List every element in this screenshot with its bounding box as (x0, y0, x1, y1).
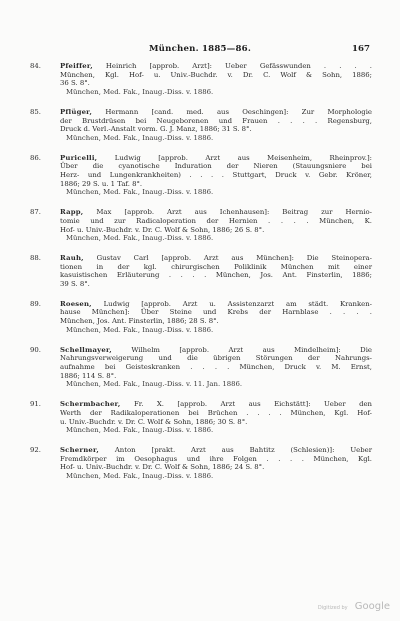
entry-line: Fremdkörper im Oesophagus und ihre Folgen . . . . München, Kgl. (60, 454, 372, 463)
entry-number: 89. (30, 299, 41, 308)
faculty-note: München, Med. Fak., Inaug.-Diss. v. 1886. (66, 88, 214, 97)
author-name: Puricelli, (60, 153, 98, 162)
page-number: 167 (352, 44, 370, 54)
entry-line: München, Jos. Ant. Finsterlin, 1886; 28 S. 8°. (60, 317, 219, 326)
watermark-brand: Google (354, 601, 390, 612)
entry-line: München, Kgl. Hof- u. Univ.-Buchdr. v. Dr. C. Wolf & Sohn, 1886; (60, 70, 372, 79)
entry-line: Hof- u. Univ.-Buchdr. v. Dr. C. Wolf & Sohn, 1886; 26 S. 8°. (60, 225, 265, 234)
bibliography-entry (30, 299, 372, 335)
entry-line: kasuistischen Erläuterung . . . . München, Jos. Ant. Finsterlin, 1886; (60, 271, 372, 280)
entry-number: 90. (30, 345, 41, 354)
faculty-note: München, Med. Fak., Inaug.-Diss. v. 1886. (66, 133, 214, 142)
bibliography-entry (30, 253, 372, 289)
entry-line (60, 208, 372, 217)
entry-number: 88. (30, 253, 41, 262)
entry-line: der Brustdrüsen bei Neugeborenen und Frauen . . . . Regensburg, (60, 116, 372, 125)
bibliography-list (30, 62, 373, 492)
entry-text: Gustav Carl [approb. Arzt aus München]: Die Steinopera- (96, 253, 372, 262)
entry-line: 39 S. 8°. (60, 280, 90, 289)
entry-line: tionen in der kgl. chirurgischen Poliklinik München mit einer (60, 262, 372, 271)
author-name: Roesen, (60, 299, 92, 308)
bibliography-entry (30, 400, 373, 435)
entry-line (60, 346, 372, 355)
author-name: Pfeiffer, (60, 62, 93, 70)
entry-line: Über die cyanotische Induration der Nieren (Stauungsniere bei (60, 162, 372, 171)
entry-line: aufnahme bei Geisteskranken . . . . München, Druck v. M. Ernst, (60, 362, 372, 371)
author-name: Schermbacher, (60, 400, 121, 409)
entry-line: Herz- und Lungenkrankheiten) . . . . Stuttgart, Druck v. Gebr. Kröner, (60, 171, 372, 180)
running-title: München. 1885—86. (148, 44, 252, 54)
entry-number: 85. (30, 107, 41, 116)
entry-line (60, 62, 372, 71)
entry-line: tomie und zur Radicaloperation der Hernien . . . . München, K. (60, 216, 372, 225)
faculty-note: München, Med. Fak., Inaug.-Diss. v. 1886. (66, 188, 214, 197)
watermark-prefix: Digitized by (317, 605, 348, 611)
entry-text: Fr. X. [approb. Arzt aus Eichstätt]: Ueber den (133, 400, 373, 409)
entry-text: Anton [prakt. Arzt aus Bahtitz (Schlesien)]: Ueber (114, 445, 372, 454)
entry-line: u. Univ.-Buchdr. v. Dr. C. Wolf & Sohn, 1886; 30 S. 8°. (60, 417, 248, 426)
entry-text: Hermann [cand. med. aus Oeschingen]: Zur Morphologie (105, 107, 372, 116)
entry-line (60, 400, 372, 409)
running-header (0, 44, 400, 58)
entry-line: Druck d. Verl.-Anstalt vorm. G. J. Manz, 1886; 31 S. 8°. (60, 125, 252, 134)
entry-text: Ludwig [approb. Arzt aus Meisenheim, Rheinprov.]: (114, 153, 372, 162)
faculty-note: München, Med. Fak., Inaug.-Diss. v. 1886. (66, 472, 214, 481)
entry-text: Wilhelm [approb. Arzt aus Mindelheim]: Die (131, 345, 372, 354)
entry-text: Heinrich [approb. Arzt]: Ueber Gefässwunden . . . . (105, 62, 372, 70)
bibliography-entry (30, 345, 372, 390)
entry-line: 1886; 29 S. u. 1 Taf. 8°. (60, 179, 143, 188)
author-name: Rapp, (60, 208, 84, 217)
faculty-note: München, Med. Fak., Inaug.-Diss. v. 1886. (66, 234, 214, 243)
faculty-note: München, Med. Fak., Inaug.-Diss. v. 11. Jan. 1886. (66, 380, 243, 389)
bibliography-entry (30, 153, 372, 198)
entry-line: Werth der Radikaloperationen bei Brüchen . . . . München, Kgl. Hof- (60, 408, 372, 417)
entry-line: hause München]: Über Steine und Krebs der Harnblase . . . . (60, 308, 372, 317)
entry-line (60, 446, 372, 455)
author-name: Rauh, (60, 253, 84, 262)
digitized-by-google-watermark (318, 594, 390, 613)
author-name: Pflüger, (60, 107, 93, 116)
author-name: Schellmayer, (60, 345, 112, 354)
entry-line: Nahrungsverweigerung und die übrigen Störungen der Nahrungs- (60, 354, 372, 363)
entry-line: 1886; 114 S. 8°. (60, 371, 117, 380)
bibliography-entry (30, 208, 372, 243)
bibliography-entry (30, 445, 372, 481)
bibliography-entry (30, 62, 372, 97)
entry-number: 87. (30, 208, 41, 217)
entry-line (60, 254, 372, 263)
entry-line (60, 108, 372, 117)
bibliography-entry (30, 107, 372, 143)
faculty-note: München, Med. Fak., Inaug.-Diss. v. 1886. (66, 426, 214, 435)
entry-line: 36 S. 8°. (60, 79, 90, 88)
faculty-note: München, Med. Fak., Inaug.-Diss. v. 1886. (66, 325, 214, 334)
entry-number: 84. (30, 62, 41, 70)
entry-text: Ludwig [approb. Arzt u. Assistenzarzt am städt. Kranken- (103, 299, 372, 308)
entry-number: 86. (30, 153, 41, 162)
author-name: Scherner, (60, 445, 99, 454)
entry-number: 91. (30, 400, 41, 409)
entry-number: 92. (30, 445, 41, 454)
entry-line: Hof- u. Univ.-Buchdr. v. Dr. C. Wolf & Sohn, 1886; 24 S. 8°. (60, 463, 265, 472)
entry-text: Max [approb. Arzt aus Ichenhausen]: Beitrag zur Hernio- (96, 208, 372, 217)
